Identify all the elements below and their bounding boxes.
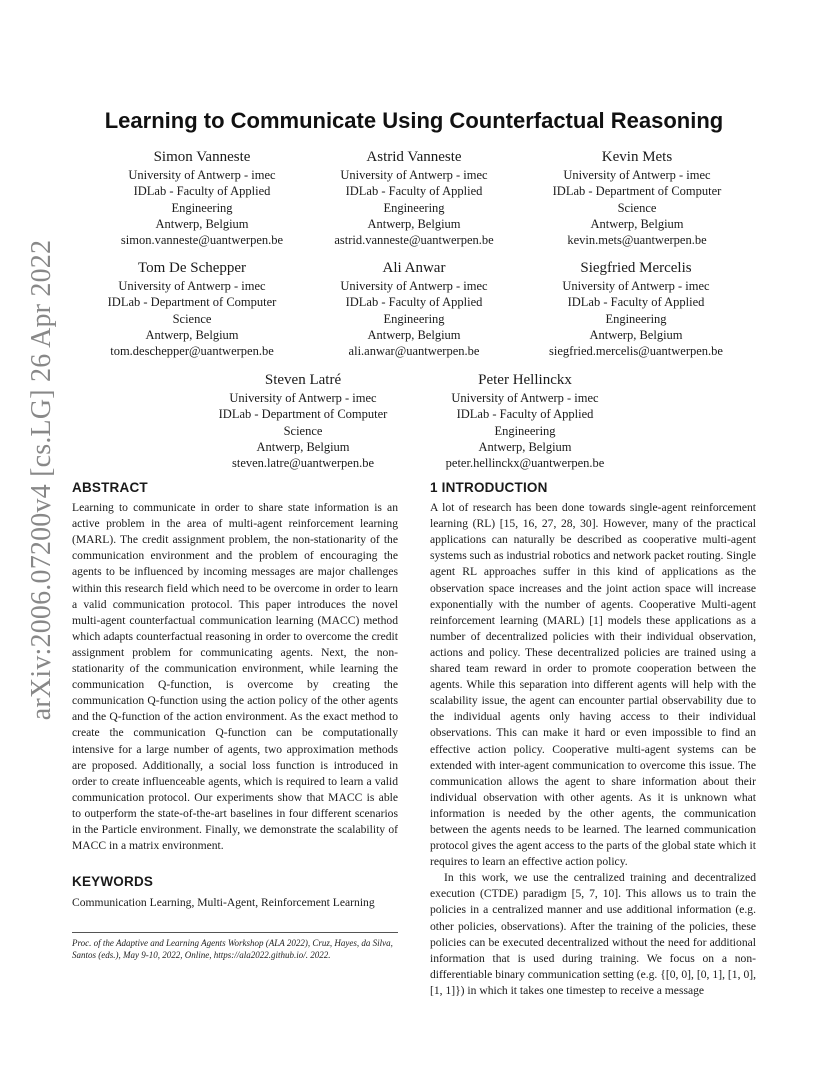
author-email[interactable]: kevin.mets@uantwerpen.be [567,233,707,248]
author-name: Peter Hellinckx [478,372,572,388]
author-affiliation: University of Antwerp - imec [562,279,710,293]
author-location: Antwerp, Belgium [256,439,350,454]
author-affiliation: University of Antwerp - imec [451,391,599,405]
author-name: Simon Vanneste [153,149,251,165]
footnote: Proc. of the Adaptive and Learning Agents Workshop (ALA 2022), Cruz, Hayes, da Silva, Santos (eds.), May 9-10, 2022, Online, https://ala2022.github.io/. 2022. [72,938,393,960]
author-affiliation: Science [283,423,323,438]
author-affiliation: IDLab - Faculty of Applied [345,184,483,199]
author-email[interactable]: tom.deschepper@uantwerpen.be [110,344,274,359]
author-affiliation: IDLab - Department of Computer [552,184,722,199]
author-location: Antwerp, Belgium [145,327,239,342]
left-column [72,480,398,911]
author-affiliation: Engineering [494,423,556,438]
author-email[interactable]: peter.hellinckx@uantwerpen.be [445,456,605,471]
author-card [183,371,423,471]
author-affiliation: University of Antwerp - imec [340,279,488,293]
author-location: Antwerp, Belgium [589,327,683,342]
author-affiliation: University of Antwerp - imec [340,168,488,182]
author-affiliation: Engineering [605,311,667,326]
author-card [294,259,534,359]
author-affiliation: IDLab - Department of Computer [107,295,277,310]
author-affiliation: Engineering [383,311,445,326]
author-name: Siegfried Mercelis [580,260,692,276]
introduction-paragraph: A lot of research has been done towards single-agent reinforcement learning (RL) [15, 16, 27, 28, 30]. However, many of the practical applications can naturally be described as cooperative multi-agent systems such as industrial robotics and network packet routing. Single agent RL approaches suffer in this kind of applications as the observation space increases and the joint action space will increase exponentially with the number of agents. Cooperative Multi-agent reinforcement learning (MARL) [1] models these applications as a number of decentralized policies with their individual observation, actions and policy. These decentralized policies are trained using a shared team reward in order to promote cooperation between the agents. While this separation into different agents will help with the scalability issue, the agent can encounter partial observability due to the individual agents only having access to their individual observations. This can make it hard or even impossible to find an effective action policy. Cooperative multi-agent systems can be extended with inter-agent communication to overcome this issue. The communication allows the agent to share information about their individual observation with other agents. As it is unknown what information is needed by the other agents, the communication between the agents needs to be learned. The learned communication protocol gives the agent access to the parts of the global state which it requires to learn an effective action policy. [430,501,756,869]
author-name: Astrid Vanneste [366,149,462,165]
introduction-heading: 1 INTRODUCTION [430,480,548,495]
abstract-text: Learning to communicate in order to share state information is an active problem in the area of multi-agent reinforcement learning (MARL). The credit assignment problem, the non-stationarity of the communication environment and the problem of encouraging the agents to be influenced by incoming messages are major challenges within this research field which need to be overcome in order to learn a valid communication protocol. This paper introduces the novel multi-agent counterfactual communication learning (MACC) method which adapts counterfactual reasoning in order to overcome the credit assignment problem for communicating agents. Next, the non-stationarity of the communication environment, while learning the communication Q-function, is overcome by creating the communication Q-function using the action policy of the other agents and the Q-function of the action environment. As the exact method to create the communication Q-function can be computationally intensive for a large number of agents, two approximation methods are proposed. Additionally, a social loss function is introduced in order to create influenceable agents, which is required to learn a valid communication protocol. Our experiments show that MACC is able to outperform the state-of-the-art baselines in four different scenarios in the Particle environment. Finally, we demonstrate the scalability of MACC in a matrix environment. [72,501,398,853]
author-card [72,259,312,359]
author-affiliation: Engineering [383,200,445,215]
author-email[interactable]: astrid.vanneste@uantwerpen.be [334,233,494,248]
author-affiliation: Science [617,200,657,215]
author-name: Ali Anwar [382,260,446,276]
author-affiliation: University of Antwerp - imec [118,279,266,293]
author-affiliation: Engineering [171,200,233,215]
author-email[interactable]: simon.vanneste@uantwerpen.be [120,233,284,248]
author-email[interactable]: ali.anwar@uantwerpen.be [348,344,480,359]
paper-title: Learning to Communicate Using Counterfactual Reasoning [104,108,724,133]
author-email[interactable]: siegfried.mercelis@uantwerpen.be [549,344,723,359]
author-card [516,259,756,359]
keywords-heading: KEYWORDS [72,874,154,890]
keywords-text: Communication Learning, Multi-Agent, Reinforcement Learning [72,896,375,910]
introduction-paragraph: In this work, we use the centralized training and decentralized execution (CTDE) paradigm [5, 7, 10]. This allows us to train the policies in a centralized manner and use additional information (e.g. other policies, observations). After the training of the policies, these policies can be executed decentralized without the need for additional information that is used during training. We focus on a non-differentiable binary communication setting (e.g. {[0, 0], [0, 1], [1, 0], [1, 1]}) in which it takes one timestep to receive a message [430,871,756,997]
author-affiliation: Science [172,311,212,326]
author-affiliation: IDLab - Faculty of Applied [567,295,705,310]
author-email[interactable]: steven.latre@uantwerpen.be [231,456,374,471]
author-location: Antwerp, Belgium [155,216,249,231]
author-card [82,148,322,248]
author-affiliation: IDLab - Faculty of Applied [456,407,594,422]
author-name: Kevin Mets [601,149,673,165]
author-affiliation: University of Antwerp - imec [229,391,377,405]
right-column [430,480,756,999]
author-location: Antwerp, Belgium [590,216,684,231]
author-affiliation: IDLab - Department of Computer [218,407,388,422]
arxiv-stamp: arXiv:2006.07200v4 [cs.LG] 26 Apr 2022 [26,239,57,721]
author-affiliation: IDLab - Faculty of Applied [133,184,271,199]
author-affiliation: University of Antwerp - imec [563,168,711,182]
author-card [517,148,757,248]
author-location: Antwerp, Belgium [367,327,461,342]
author-affiliation: IDLab - Faculty of Applied [345,295,483,310]
author-affiliation: University of Antwerp - imec [128,168,276,182]
author-card [294,148,534,248]
author-name: Steven Latré [264,372,342,388]
author-name: Tom De Schepper [137,260,247,276]
author-location: Antwerp, Belgium [478,439,572,454]
abstract-heading: ABSTRACT [72,480,148,495]
author-location: Antwerp, Belgium [367,216,461,231]
author-card [405,371,645,471]
footnote-divider [72,932,398,933]
